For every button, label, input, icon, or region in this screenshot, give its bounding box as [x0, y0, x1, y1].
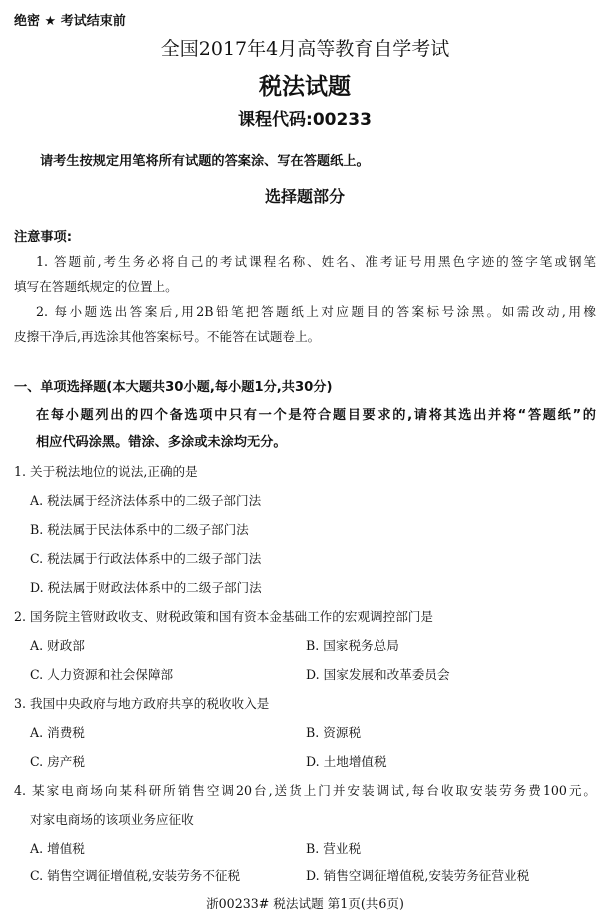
q4-option-b: B. 营业税 — [306, 841, 362, 856]
q2-option-d: D. 国家发展和改革委员会 — [306, 667, 450, 682]
note-2-line-2: 皮擦干净后,再选涂其他答案标号。不能答在试题卷上。 — [14, 329, 321, 344]
q3-option-a: A. 消费税 — [30, 725, 85, 740]
q3-option-c: C. 房产税 — [30, 754, 85, 769]
q2-option-a: A. 财政部 — [30, 638, 85, 653]
q3-option-d: D. 土地增值税 — [306, 754, 387, 769]
q3-option-b: B. 资源税 — [306, 725, 362, 740]
section-title: 选择题部分 — [264, 187, 345, 206]
note-1-line-2: 填写在答题纸规定的位置上。 — [14, 279, 178, 294]
instruction: 请考生按规定用笔将所有试题的答案涂、写在答题纸上。 — [40, 154, 370, 169]
q4-option-d: D. 销售空调征增值税,安装劳务征营业税 — [306, 868, 530, 883]
secret-mark: 绝密 ★ 考试结束前 — [14, 14, 126, 29]
q1-option-c: C. 税法属于行政法体系中的二级子部门法 — [30, 551, 262, 566]
q2-stem: 2. 国务院主管财政收支、财税政策和国有资本金基础工作的宏观调控部门是 — [14, 609, 434, 624]
notes-heading: 注意事项: — [14, 230, 73, 245]
page-footer: 浙00233# 税法试题 第1页(共6页) — [206, 896, 404, 911]
q4-stem-line-2: 对家电商场的该项业务应征收 — [30, 812, 194, 827]
q1-option-a: A. 税法属于经济法体系中的二级子部门法 — [30, 493, 262, 508]
part1-desc-line-2: 相应代码涂黑。错涂、多涂或未涂均无分。 — [36, 435, 287, 450]
course-code: 课程代码:00233 — [238, 110, 372, 130]
q4-option-a: A. 增值税 — [30, 841, 85, 856]
q1-option-d: D. 税法属于财政法体系中的二级子部门法 — [30, 580, 262, 595]
note-2-line-1: 2. 每小题选出答案后,用2B铅笔把答题纸上对应题目的答案标号涂黑。如需改动,用橡 — [36, 304, 596, 319]
exam-title: 全国2017年4月高等教育自学考试 — [160, 38, 450, 60]
q4-option-c: C. 销售空调征增值税,安装劳务不征税 — [30, 868, 241, 883]
q1-option-b: B. 税法属于民法体系中的二级子部门法 — [30, 522, 249, 537]
note-1-line-1: 1. 答题前,考生务必将自己的考试课程名称、姓名、准考证号用黑色字迹的签字笔或钢笔 — [36, 254, 596, 269]
part1-heading: 一、单项选择题(本大题共30小题,每小题1分,共30分) — [14, 380, 333, 395]
q1-stem: 1. 关于税法地位的说法,正确的是 — [14, 464, 198, 479]
subject-title: 税法试题 — [259, 74, 351, 100]
q4-stem-line-1: 4. 某家电商场向某科研所销售空调20台,送货上门并安装调试,每台收取安装劳务费100元。 — [14, 783, 596, 798]
q2-option-b: B. 国家税务总局 — [306, 638, 399, 653]
q3-stem: 3. 我国中央政府与地方政府共享的税收收入是 — [14, 696, 270, 711]
q2-option-c: C. 人力资源和社会保障部 — [30, 667, 174, 682]
part1-desc-line-1: 在每小题列出的四个备选项中只有一个是符合题目要求的,请将其选出并将“答题纸”的 — [36, 408, 596, 423]
